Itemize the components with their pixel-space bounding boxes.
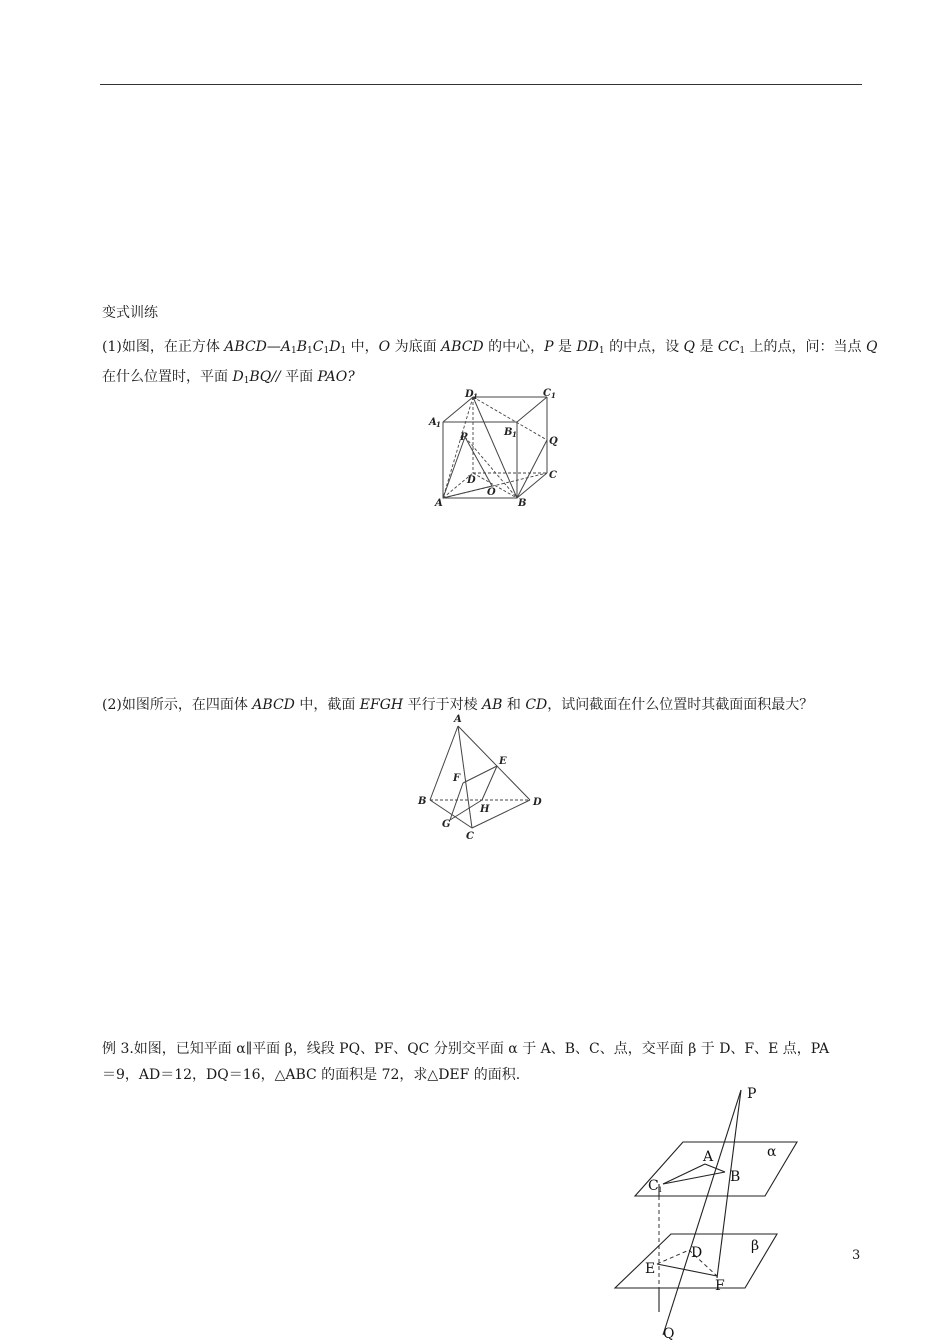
section-heading: 变式训练 bbox=[102, 305, 158, 321]
question-1-line-2: 在什么位置时，平面 $D_1BQ//$ 平面 PAO? bbox=[102, 369, 355, 386]
fig1-label-d1-sub: 1 bbox=[473, 392, 478, 401]
fig3-label-a: A bbox=[703, 1149, 714, 1165]
cube-figure bbox=[425, 385, 565, 515]
fig1-label-b: B bbox=[518, 498, 527, 509]
fig2-label-d: D bbox=[533, 797, 542, 808]
fig1-label-a1-sub: 1 bbox=[436, 420, 441, 429]
fig3-label-b: B bbox=[730, 1169, 741, 1185]
fig1-label-c1: C bbox=[543, 388, 551, 399]
fig1-label-o: O bbox=[487, 487, 496, 498]
fig1-label-d1: D bbox=[465, 389, 474, 400]
fig2-label-h: H bbox=[480, 804, 490, 815]
fig2-label-c: C bbox=[466, 831, 474, 842]
fig2-label-e: E bbox=[499, 756, 507, 767]
fig3-label-d: D bbox=[691, 1245, 703, 1261]
fig3-label-beta: β bbox=[751, 1238, 760, 1254]
fig1-label-c: C bbox=[549, 470, 557, 481]
fig1-label-c1-sub: 1 bbox=[551, 391, 556, 400]
parallel-planes-figure bbox=[605, 1080, 805, 1342]
fig1-label-a1: A bbox=[429, 417, 437, 428]
fig2-label-b: B bbox=[418, 796, 427, 807]
fig1-label-a: A bbox=[435, 498, 443, 509]
fig3-label-p: P bbox=[747, 1086, 757, 1102]
header-rule bbox=[100, 84, 862, 85]
question-1-line-1: (1)如图，在正方体 $ABCD—A_1B_1C_1D_1$ 中，O 为底面 ABCD 的中心，P 是 $DD_1$ 的中点，设 Q 是 $CC_1$ 上的点，问：当点 Q bbox=[102, 339, 878, 356]
fig3-label-alpha: α bbox=[767, 1144, 777, 1160]
fig3-label-e: E bbox=[645, 1261, 656, 1277]
fig1-label-q: Q bbox=[549, 436, 558, 447]
fig1-label-b1-sub: 1 bbox=[512, 430, 517, 439]
fig3-label-f: F bbox=[715, 1278, 725, 1294]
example-3-line-1: 例 3.如图，已知平面 α∥平面 β，线段 PQ、PF、QC 分别交平面 α 于 A、B、C、点，交平面 β 于 D、F、E 点，PA bbox=[102, 1041, 830, 1057]
fig3-label-q: Q bbox=[663, 1326, 675, 1342]
fig3-label-c: C bbox=[648, 1178, 659, 1194]
example-3-line-2: ＝9，AD＝12，DQ＝16，△ABC 的面积是 72，求△DEF 的面积. bbox=[102, 1067, 521, 1083]
fig1-label-b1: B bbox=[504, 427, 513, 438]
fig2-label-g: G bbox=[442, 819, 451, 830]
question-2: (2)如图所示，在四面体 ABCD 中，截面 EFGH 平行于对棱 AB 和 CD，试问截面在什么位置时其截面面积最大？ bbox=[102, 697, 814, 713]
fig1-label-d: D bbox=[467, 475, 476, 486]
fig2-label-f: F bbox=[453, 773, 461, 784]
fig1-label-p: P bbox=[460, 432, 468, 443]
page-number: 3 bbox=[852, 1248, 861, 1263]
fig2-label-a: A bbox=[454, 714, 462, 725]
tetrahedron-figure bbox=[410, 708, 550, 843]
fig3-label-c-sub: 1 bbox=[658, 1186, 663, 1194]
